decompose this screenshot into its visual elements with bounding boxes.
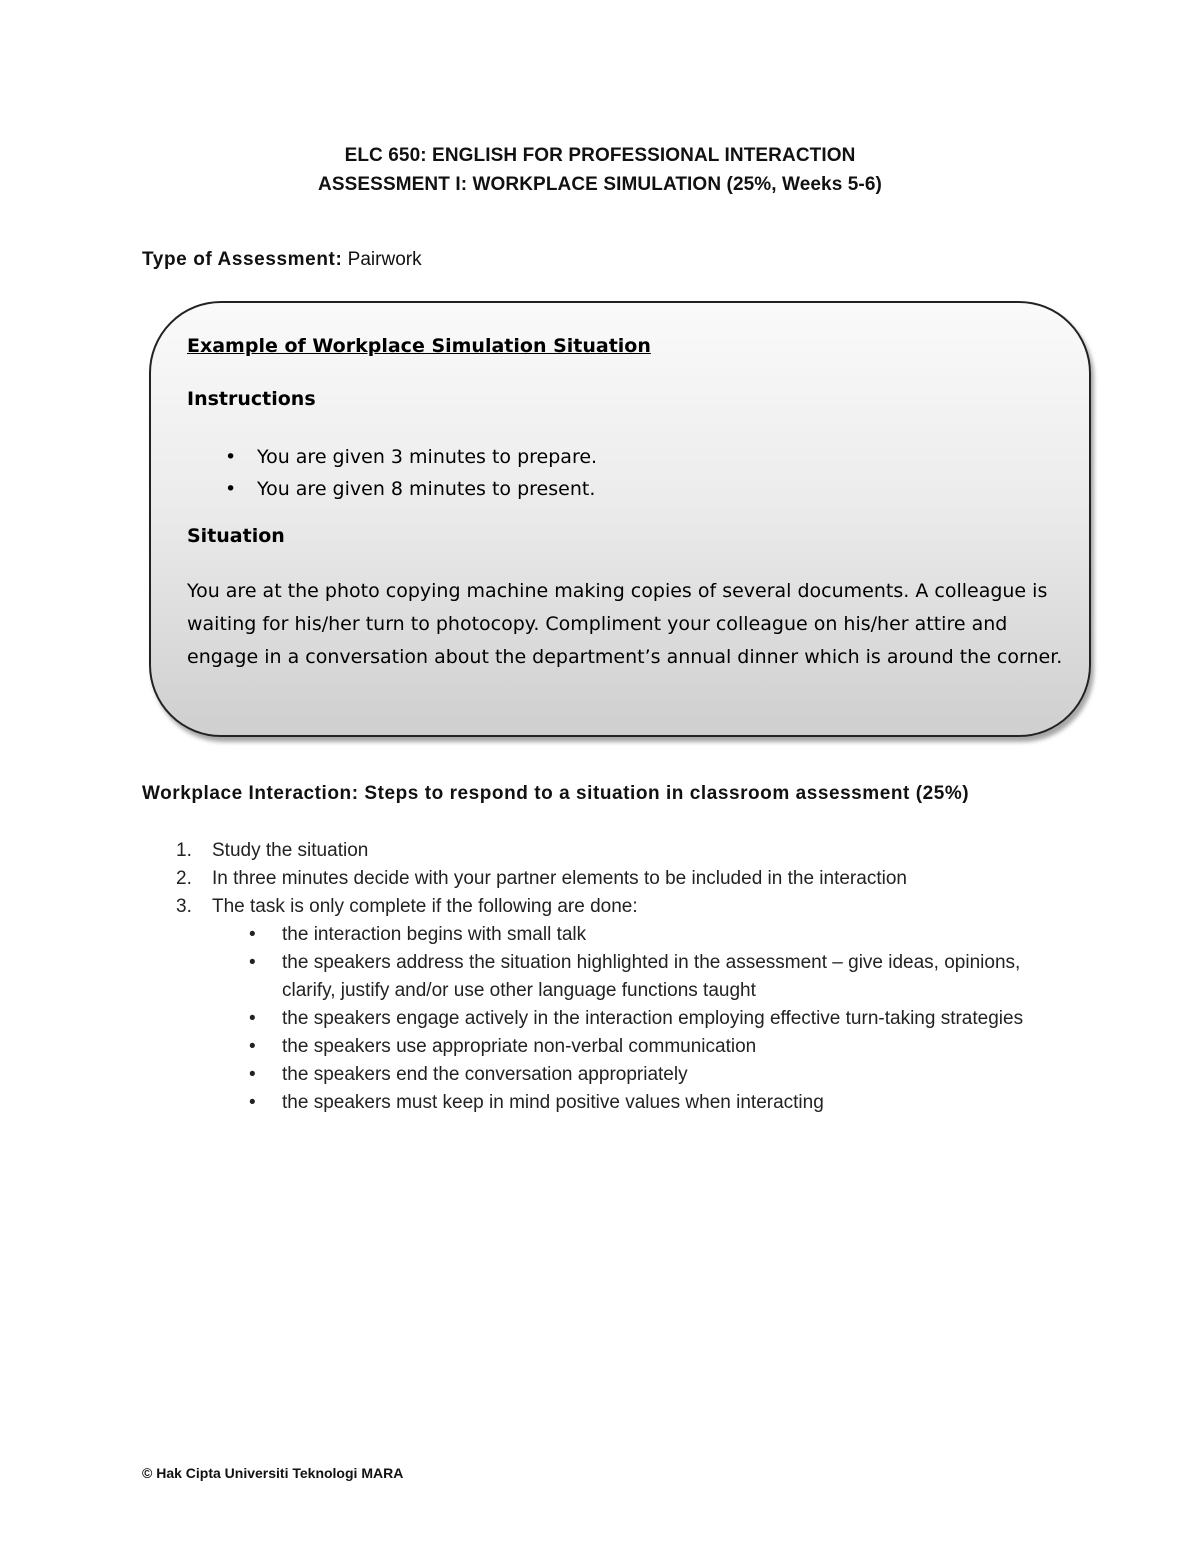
- instructions-heading: Instructions: [187, 388, 316, 410]
- instructions-list: [187, 441, 597, 505]
- sub-steps-list: [212, 921, 1042, 1117]
- sub-step-item: [212, 1033, 1042, 1061]
- sub-step-text: the speakers address the situation highlighted in the assessment – give ideas, opinions, clarify, justify and/or use other language functions taught: [282, 952, 1021, 1001]
- bullet-icon: •: [225, 446, 237, 468]
- step-number: 2.: [176, 868, 192, 889]
- step-item: [176, 893, 1042, 1117]
- sub-step-item: [212, 1061, 1042, 1089]
- sub-step-text: the speakers engage actively in the interaction employing effective turn-taking strategies: [282, 1008, 1024, 1029]
- step-text: In three minutes decide with your partner elements to be included in the interaction: [212, 868, 907, 889]
- document-header: [0, 141, 1200, 199]
- steps-list: [176, 837, 1042, 1117]
- step-item: [176, 865, 1042, 893]
- example-box-title: Example of Workplace Simulation Situation: [187, 335, 651, 357]
- assessment-type-label: Type of Assessment:: [142, 249, 343, 270]
- bullet-icon: •: [249, 1064, 256, 1085]
- sub-step-item: [212, 921, 1042, 949]
- instruction-text: You are given 8 minutes to present.: [257, 478, 596, 500]
- instruction-text: You are given 3 minutes to prepare.: [257, 446, 598, 468]
- bullet-icon: •: [249, 952, 256, 973]
- sub-step-item: [212, 949, 1042, 1005]
- sub-step-text: the speakers use appropriate non-verbal communication: [282, 1036, 757, 1057]
- sub-step-text: the speakers must keep in mind positive values when interacting: [282, 1092, 824, 1113]
- instruction-item: [187, 473, 597, 505]
- instruction-item: [187, 441, 597, 473]
- step-number: 1.: [176, 840, 192, 861]
- bullet-icon: •: [249, 1092, 256, 1113]
- example-situation-box: [149, 301, 1091, 737]
- bullet-icon: •: [249, 924, 256, 945]
- step-text: The task is only complete if the following are done:: [212, 896, 638, 917]
- steps-heading: Workplace Interaction: Steps to respond to a situation in classroom assessment (25%): [142, 783, 970, 804]
- step-item: [176, 837, 1042, 865]
- situation-heading: Situation: [187, 525, 285, 547]
- bullet-icon: •: [249, 1036, 256, 1057]
- assessment-title: ASSESSMENT I: WORKPLACE SIMULATION (25%, Weeks 5-6): [318, 174, 882, 195]
- sub-step-text: the speakers end the conversation appropriately: [282, 1064, 688, 1085]
- bullet-icon: •: [249, 1008, 256, 1029]
- step-text: Study the situation: [212, 840, 369, 861]
- bullet-icon: •: [225, 478, 237, 500]
- situation-text: You are at the photo copying machine making copies of several documents. A colleague is waiting for his/her turn to photocopy. Compliment your colleague on his/her attire and engage in a conversation about the department’s annual dinner which is around the corner.: [187, 580, 1063, 668]
- assessment-type-value: Pairwork: [342, 249, 422, 270]
- course-title: ELC 650: ENGLISH FOR PROFESSIONAL INTERACTION: [344, 145, 856, 166]
- sub-step-text: the interaction begins with small talk: [282, 924, 587, 945]
- sub-step-item: [212, 1005, 1042, 1033]
- step-number: 3.: [176, 896, 192, 917]
- copyright-footer: © Hak Cipta Universiti Teknologi MARA: [142, 1465, 404, 1481]
- sub-step-item: [212, 1089, 1042, 1117]
- assessment-type: [142, 248, 422, 272]
